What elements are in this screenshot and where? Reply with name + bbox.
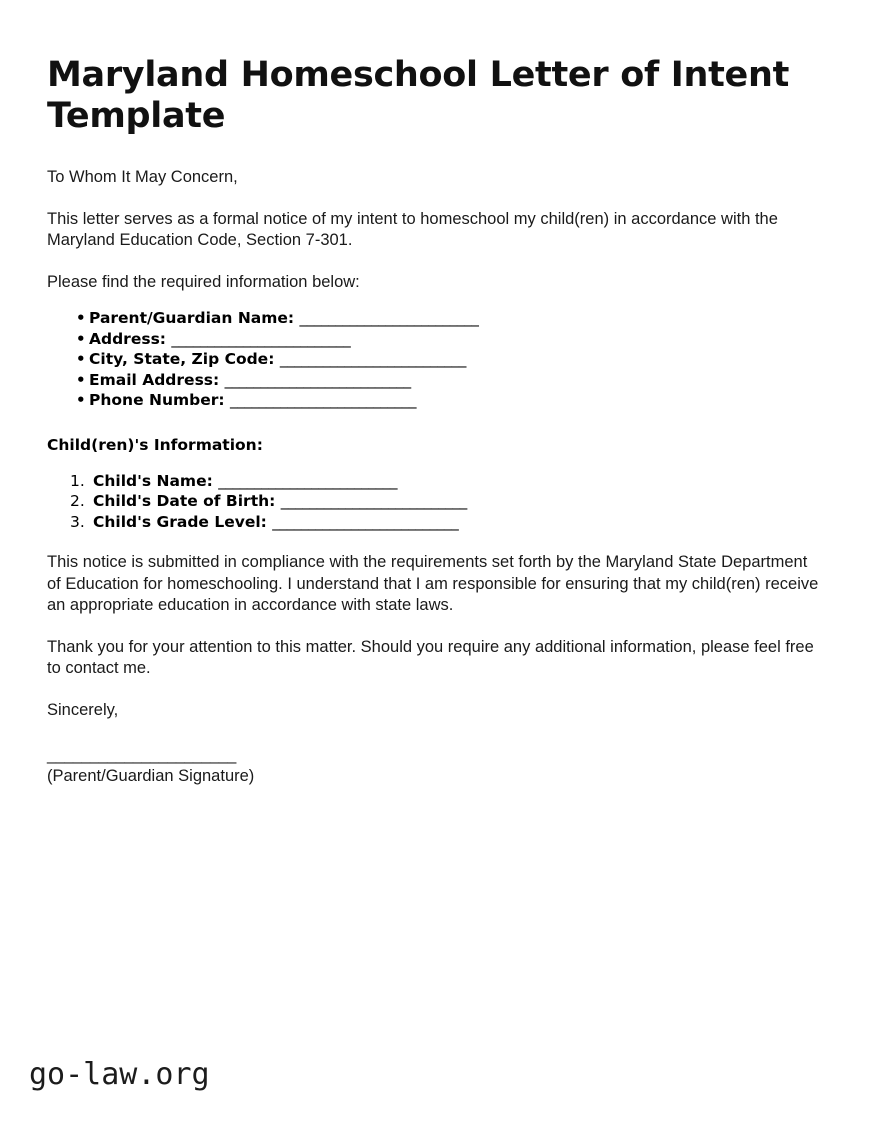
field-blank[interactable]: __________________________ [279,350,466,368]
list-item [47,491,822,512]
field-label: Address: [89,329,166,348]
children-information-heading: Child(ren)'s Information: [47,435,263,454]
page-title: Maryland Homeschool Letter of Intent Template [47,55,790,136]
field-blank[interactable]: _________________________ [218,471,397,490]
field-label: Phone Number: [89,391,225,409]
list-item [47,349,822,370]
sign-off: Sincerely, [47,700,119,719]
field-label: Child's Name: [93,471,213,490]
list-item [47,329,822,350]
field-label: Email Address: [89,370,220,389]
field-label: Parent/Guardian Name: [89,309,295,327]
field-blank[interactable]: __________________________ [230,391,416,409]
closing-paragraph: Thank you for your attention to this matter. Should you require any additional information, please feel free to contact me. [47,637,814,677]
field-blank[interactable]: _________________________ [171,329,351,348]
list-item [47,308,822,329]
list-item [47,370,822,391]
field-label: City, State, Zip Code: [89,350,275,368]
field-blank[interactable]: __________________________ [280,492,467,510]
field-label: Child's Date of Birth: [93,492,276,510]
field-blank[interactable]: __________________________ [272,512,459,531]
list-item [47,471,822,492]
document-body [47,55,822,787]
signature-block [47,745,822,787]
instruction-line: Please find the required information below: [47,272,360,291]
list-item [47,390,822,411]
field-label: Child's Grade Level: [93,512,267,531]
parent-information-list [47,308,822,411]
list-item [47,512,822,533]
footer-watermark: go-law.org [29,1057,210,1092]
signature-line[interactable]: ______________________ [47,746,236,764]
field-blank[interactable]: __________________________ [224,370,411,389]
child-information-list [47,471,822,533]
intro-paragraph: This letter serves as a formal notice of my intent to homeschool my child(ren) in accordance with the Maryland Education Code, Section 7-301. [47,209,778,249]
compliance-paragraph: This notice is submitted in compliance with the requirements set forth by the Maryland State Department of Education for homeschooling. I understand that I am responsible for ensuring that my child(ren) receive an appropriate education in accordance with state laws. [47,553,819,614]
signature-caption: (Parent/Guardian Signature) [47,767,255,785]
salutation: To Whom It May Concern, [47,168,238,186]
field-blank[interactable]: _________________________ [299,309,479,327]
